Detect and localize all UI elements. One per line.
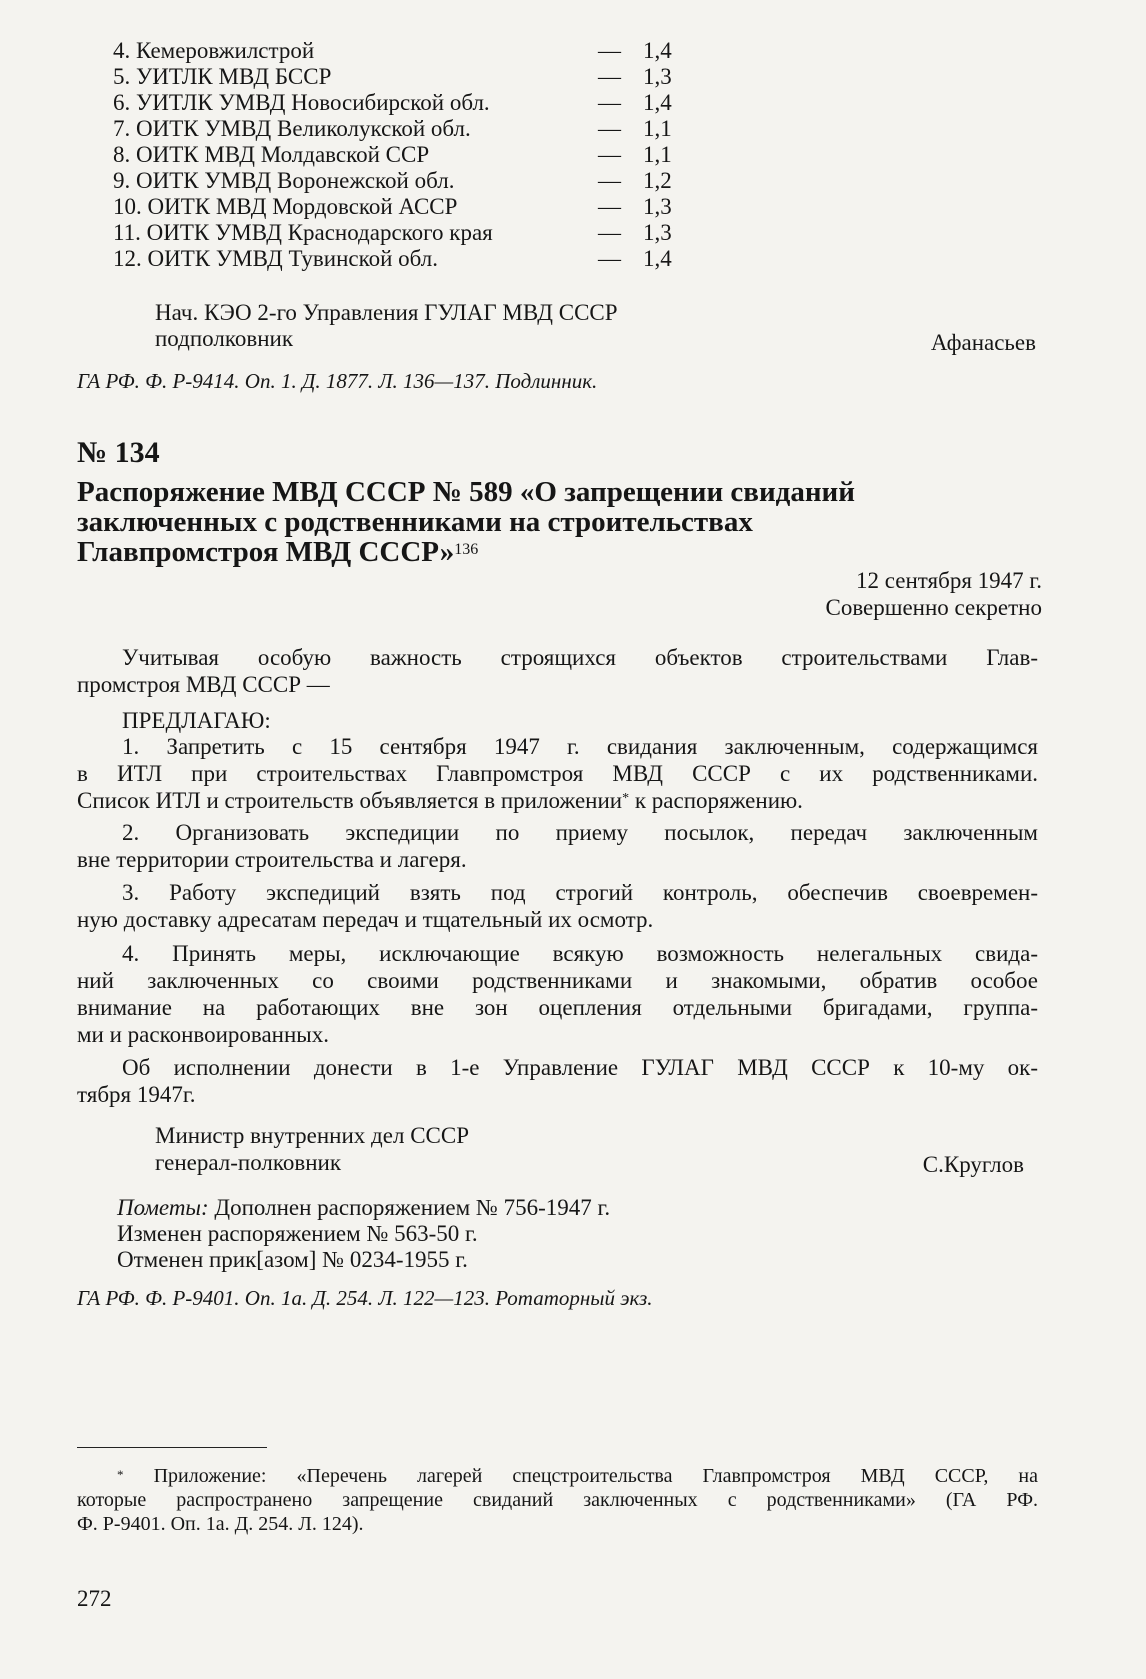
list-item-dash: — <box>598 246 621 271</box>
list-item-value: 1,4 <box>643 246 672 271</box>
list-item <box>0 220 1146 245</box>
list-item <box>0 90 1146 115</box>
list-item <box>0 142 1146 167</box>
list-item-dash: — <box>598 168 621 193</box>
list-item-dash: — <box>598 64 621 89</box>
list-item-value: 1,4 <box>643 90 672 115</box>
signature1-position-line2: подполковник <box>155 326 293 351</box>
list-item-name: 7. ОИТК УМВД Великолукской обл. <box>113 116 471 141</box>
document-number: № 134 <box>77 436 160 469</box>
list-item-name: 12. ОИТК УМВД Тувинской обл. <box>113 246 439 271</box>
list-item-value: 1,4 <box>643 38 672 63</box>
paragraph-6-line-4: ми и расконвоированных. <box>77 1022 330 1047</box>
paragraph-3-line-2: в ИТЛ при строительствах Главпромстроя МВД СССР с их родственниками. <box>77 761 1038 786</box>
list-item <box>0 246 1146 271</box>
list-item-name: 9. ОИТК УМВД Воронежской обл. <box>113 168 455 193</box>
list-item-value: 1,2 <box>643 168 672 193</box>
list-item-value: 1,3 <box>643 64 672 89</box>
list-item-dash: — <box>598 194 621 219</box>
document-title-line1: Распоряжение МВД СССР № 589 «О запрещении свиданий <box>77 476 855 508</box>
paragraph-1-line-2: промстроя МВД СССР — <box>77 672 330 697</box>
signature2-name: С.Круглов <box>922 1152 1024 1177</box>
paragraph-1-line-1: Учитывая особую важность строящихся объектов строительствами Глав- <box>122 645 1038 670</box>
list-item <box>0 194 1146 219</box>
list-item-value: 1,3 <box>643 220 672 245</box>
signature1-name: Афанасьев <box>930 330 1036 355</box>
list-item-dash: — <box>598 142 621 167</box>
list-item-value: 1,1 <box>643 142 672 167</box>
notes-line-1 <box>117 1195 610 1220</box>
list-item-name: 8. ОИТК МВД Молдавской ССР <box>113 142 430 167</box>
footnote-line-1-text: Приложение: «Перечень лагерей спецстроительства Главпромстроя МВД СССР, на <box>123 1465 1038 1487</box>
paragraph-6-line-2: ний заключенных со своими родственниками и знакомыми, обратив особое <box>77 968 1038 993</box>
footnote-reference: * <box>622 791 630 806</box>
footnote-mark: * <box>117 1467 124 1482</box>
document-title-line2: заключенных с родственниками на строительствах <box>77 506 753 538</box>
paragraph-6-line-3: внимание на работающих вне зон оцепления отдельными бригадами, группа- <box>77 995 1038 1020</box>
paragraph-2: ПРЕДЛАГАЮ: <box>122 708 271 733</box>
paragraph-4-line-2: вне территории строительства и лагеря. <box>77 847 467 872</box>
document-title-line3-text: Главпромстроя МВД СССР» <box>77 536 455 568</box>
archive-source-2: ГА РФ. Ф. Р-9401. Оп. 1а. Д. 254. Л. 122—123. Ротаторный экз. <box>77 1286 653 1310</box>
list-item <box>0 116 1146 141</box>
paragraph-3-line-3-text: Список ИТЛ и строительств объявляется в приложении <box>77 788 623 813</box>
document-title-line3 <box>77 536 478 568</box>
list-item-name: 4. Кемеровжилстрой <box>113 38 315 63</box>
list-item-name: 10. ОИТК МВД Мордовской АССР <box>113 194 458 219</box>
footnote-divider <box>77 1447 267 1448</box>
footnote-line-1 <box>117 1465 1038 1488</box>
paragraph-3-line-3-end: к распоряжению. <box>629 788 803 813</box>
paragraph-3-line-3 <box>77 788 803 813</box>
list-item-dash: — <box>598 38 621 63</box>
list-item-dash: — <box>598 90 621 115</box>
footnote-line-3: Ф. Р-9401. Оп. 1а. Д. 254. Л. 124). <box>77 1513 364 1535</box>
signature2-position-line1: Министр внутренних дел СССР <box>155 1123 470 1148</box>
list-item-name: 6. УИТЛК УМВД Новосибирской обл. <box>113 90 490 115</box>
signature1-position-line1: Нач. КЭО 2-го Управления ГУЛАГ МВД СССР <box>155 300 618 325</box>
notes-line-1-text: Дополнен распоряжением № 756-1947 г. <box>208 1195 611 1220</box>
paragraph-5-line-2: ную доставку адресатам передач и тщательный их осмотр. <box>77 907 654 932</box>
paragraph-7-line-2: тября 1947г. <box>77 1082 196 1107</box>
notes-line-3: Отменен прик[азом] № 0234-1955 г. <box>117 1247 468 1272</box>
page-number: 272 <box>77 1586 112 1611</box>
list-item-dash: — <box>598 220 621 245</box>
notes-line-2: Изменен распоряжением № 563-50 г. <box>117 1221 478 1246</box>
document-date: 12 сентября 1947 г. <box>856 568 1042 593</box>
footnote-line-2: которые распространено запрещение свиданий заключенных с родственниками» (ГА РФ. <box>77 1489 1038 1511</box>
notes-label: Пометы: <box>117 1195 209 1220</box>
list-item-name: 11. ОИТК УМВД Краснодарского края <box>113 220 493 245</box>
list-item-value: 1,3 <box>643 194 672 219</box>
paragraph-6-line-1: 4. Принять меры, исключающие всякую возможность нелегальных свида- <box>122 941 1038 966</box>
list-item <box>0 38 1146 63</box>
paragraph-5-line-1: 3. Работу экспедиций взять под строгий контроль, обеспечив своевремен- <box>122 880 1038 905</box>
list-item <box>0 168 1146 193</box>
list-item-value: 1,1 <box>643 116 672 141</box>
paragraph-7-line-1: Об исполнении донести в 1-е Управление ГУЛАГ МВД СССР к 10-му ок- <box>122 1055 1038 1080</box>
signature2-position-line2: генерал-полковник <box>155 1150 342 1175</box>
paragraph-4-line-1: 2. Организовать экспедиции по приему посылок, передач заключенным <box>122 820 1038 845</box>
archive-source-1: ГА РФ. Ф. Р-9414. Оп. 1. Д. 1877. Л. 136—137. Подлинник. <box>77 369 598 393</box>
classification-stamp: Совершенно секретно <box>825 595 1042 620</box>
title-note-reference: 136 <box>454 541 479 558</box>
list-item-name: 5. УИТЛК МВД БССР <box>113 64 332 89</box>
list-item <box>0 64 1146 89</box>
list-item-dash: — <box>598 116 621 141</box>
paragraph-3-line-1: 1. Запретить с 15 сентября 1947 г. свидания заключенным, содержащимся <box>122 734 1038 759</box>
